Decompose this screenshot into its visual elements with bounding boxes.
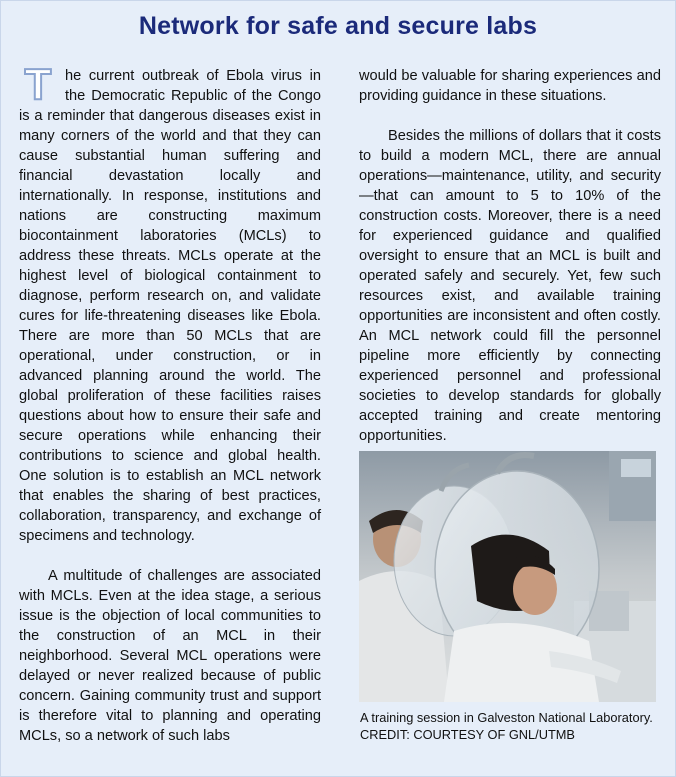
- caption-text: A training session in Galveston National Laboratory.: [360, 710, 653, 725]
- dropcap-glyph: T: [24, 63, 52, 103]
- caption-credit: CREDIT: COURTESY OF GNL/UTMB: [360, 727, 575, 742]
- paragraph-3: Besides the millions of dollars that it costs to build a modern MCL, there are annual operations—maintenance, utility, and security—that can amount to 5 to 10% of the construction costs. Moreover, there is a need for experienced guidance and qualified oversight to ensure that an MCL is built and operated safely and securely. Yet, few such resources exist, and available training opportunities are inconsistent and often costly. An MCL network could fill the personnel pipeline more efficiently by connecting experienced personnel and professional societies to develop standards for globally accepted training and create mentoring opportunities.: [359, 128, 661, 444]
- article-right-column: [359, 66, 661, 446]
- paragraph-2-continued: would be valuable for sharing experiences and providing guidance in these situations.: [359, 68, 661, 104]
- article-title: Network for safe and secure labs: [138, 12, 538, 40]
- dropcap-letter: [19, 63, 57, 103]
- paragraph-1-text: he current outbreak of Ebola virus in the Democratic Republic of the Congo is a reminder that dangerous diseases exist in many corners of the world and that they can cause substantial human suffering and financial devastation locally and internationally. In response, institutions and nations are constructing maximum biocontainment laboratories (MCLs) to address these threats. MCLs operate at the highest level of biological containment to diagnose, perform research on, and validate cures for life-threatening diseases like Ebola. There are more than 50 MCLs that are operational, under construction, or in advanced planning around the world. The global proliferation of these facilities raises questions about how to ensure their safe and secure operations while enhancing their contributions to science and global health. One solution is to establish an MCL network that enables the sharing of best practices, collaboration, transparency, and exchange of specimens and technology.: [19, 68, 321, 544]
- lab-photo-illustration: [359, 451, 656, 702]
- paragraph-2: A multitude of challenges are associated with MCLs. Even at the idea stage, a serious issue is the objection of local communities to the construction of an MCL in their neighborhood. Several MCL operations were delayed or never realized because of public concern. Gaining community trust and support is therefore vital to planning and operating MCLs, so a network of such labs: [19, 568, 321, 744]
- article-left-column: [19, 63, 321, 746]
- lab-training-photo: [359, 451, 656, 702]
- photo-caption: [360, 709, 660, 743]
- paragraph-1: [19, 63, 321, 546]
